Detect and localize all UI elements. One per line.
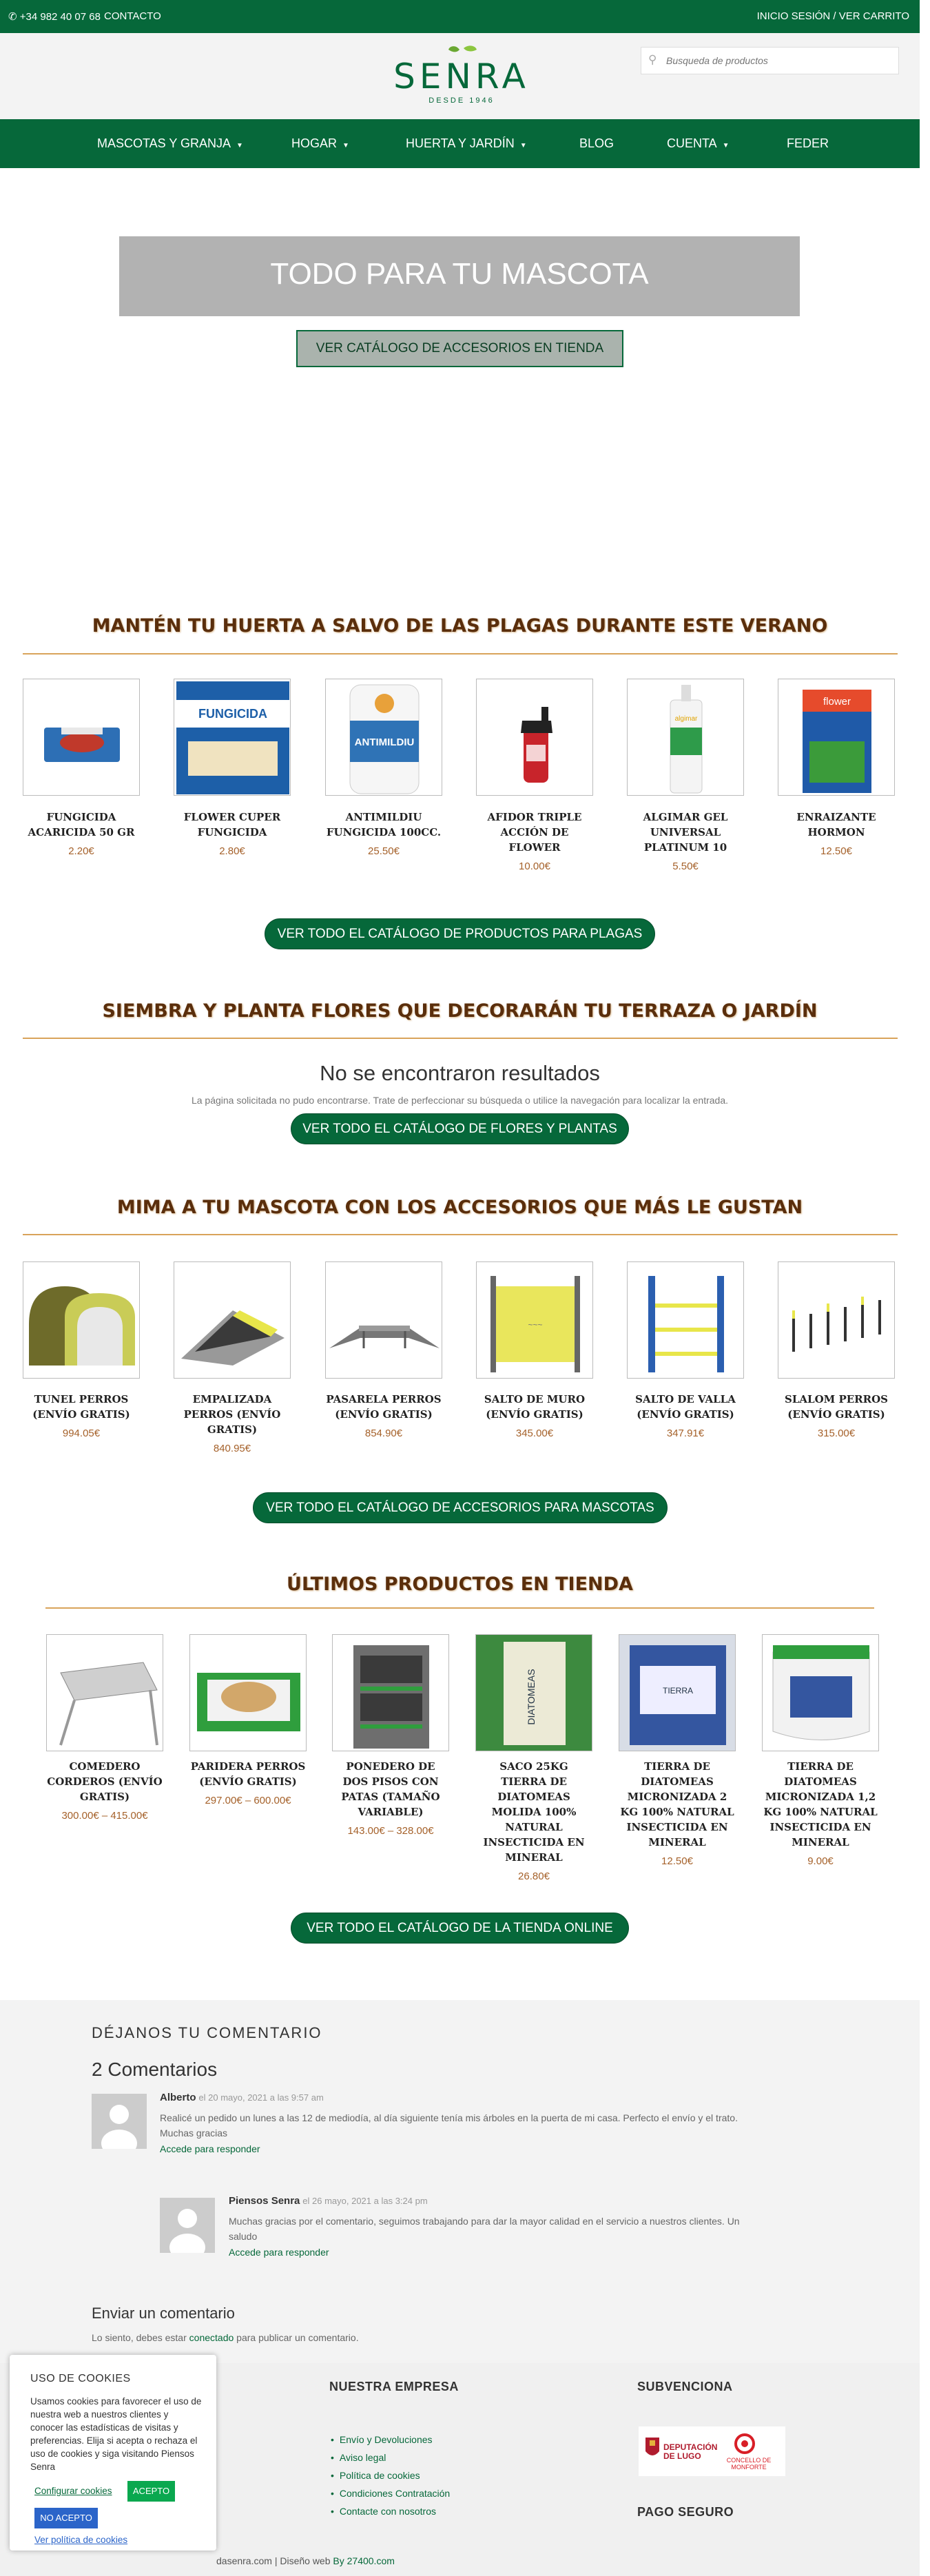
product-price: 345.00€ (515, 1428, 554, 1439)
product-price: 2.80€ (219, 845, 245, 857)
hero-banner (119, 236, 800, 316)
bullet: • (331, 2506, 334, 2517)
product-image[interactable] (189, 1634, 307, 1751)
product-image[interactable] (46, 1634, 163, 1751)
product-price: 297.00€ – 600.00€ (205, 1795, 291, 1806)
cookie-title: USO DE COOKIES (30, 2373, 131, 2384)
comment-date[interactable]: el 20 mayo, 2021 a las 9:57 am (198, 2092, 324, 2103)
product-name[interactable]: FUNGICIDA ACARICIDA 50 GR (28, 811, 135, 838)
comment-author: Alberto (160, 2092, 196, 2103)
product-price: 840.95€ (213, 1443, 251, 1454)
comments-heading: DÉJANOS TU COMENTARIO (92, 2024, 322, 2041)
login-cart-link[interactable]: INICIO SESIÓN / VER CARRITO (756, 10, 909, 22)
product-image[interactable] (174, 1261, 291, 1379)
product-name[interactable]: SALTO DE MURO (ENVÍO GRATIS) (484, 1393, 586, 1421)
login-notice-text: Lo siento, debes estar (92, 2332, 189, 2343)
search-icon: ⚲ (648, 53, 657, 66)
main-nav (0, 119, 920, 168)
caret-down-icon: ▼ (519, 142, 527, 150)
footer-link[interactable] (331, 2506, 436, 2517)
footer-link[interactable] (331, 2488, 450, 2499)
footer-link-label: Envío y Devoluciones (339, 2434, 433, 2445)
comment-2-header (229, 2195, 428, 2207)
product-price: 854.90€ (364, 1428, 403, 1439)
product-price: 12.50€ (661, 1855, 693, 1867)
product-name[interactable]: TIERRA DE DIATOMEAS MICRONIZADA 1,2 KG 100% NATURAL INSECTICIDA EN MINERAL (763, 1760, 878, 1848)
search-input[interactable] (666, 52, 893, 70)
product-price: 25.50€ (368, 845, 400, 857)
product-image[interactable] (627, 1261, 744, 1379)
section-divider (45, 1607, 874, 1609)
product-price: 300.00€ – 415.00€ (61, 1810, 148, 1822)
section-divider (23, 653, 898, 655)
plagas-catalog-button[interactable]: VER TODO EL CATÁLOGO DE PRODUCTOS PARA PLAGAS (265, 918, 655, 949)
bullet: • (331, 2470, 334, 2481)
product-name[interactable]: EMPALIZADA PERROS (ENVÍO GRATIS) (183, 1393, 281, 1436)
login-notice (92, 2332, 359, 2343)
product-image[interactable] (475, 1634, 592, 1751)
svg-text:ANTIMILDIU: ANTIMILDIU (354, 736, 415, 748)
product-price: 12.50€ (820, 845, 852, 857)
copyright (216, 2555, 395, 2566)
user-icon (160, 2198, 215, 2253)
ultimos-catalog-button[interactable]: VER TODO EL CATÁLOGO DE LA TIENDA ONLINE (291, 1913, 629, 1944)
product-image[interactable] (23, 679, 140, 796)
product-price: 347.91€ (666, 1428, 705, 1439)
product-image[interactable] (762, 1634, 879, 1751)
nav-cuenta[interactable] (667, 119, 730, 168)
svg-text:DIATOMEAS: DIATOMEAS (526, 1669, 537, 1725)
search-box[interactable] (641, 47, 899, 74)
nav-label: FEDER (787, 136, 829, 150)
section-divider (23, 1038, 898, 1039)
footer-empresa-title: NUESTRA EMPRESA (329, 2380, 459, 2393)
cookie-configure-link[interactable]: Configurar cookies (34, 2486, 112, 2496)
monforte-logo-text: CONCELLO DE MONFORTE (726, 2457, 772, 2471)
nav-hogar[interactable] (291, 119, 349, 168)
caret-down-icon: ▼ (236, 142, 243, 150)
product-name[interactable]: ENRAIZANTE HORMON (796, 811, 876, 838)
product-image[interactable] (627, 679, 744, 796)
copyright-text: dasenra.com | Diseño web (216, 2555, 333, 2566)
cookie-policy-link[interactable]: Ver política de cookies (34, 2535, 128, 2545)
contact-link[interactable]: CONTACTO (104, 10, 161, 22)
mascotas-title: MIMA A TU MASCOTA CON LOS ACCESORIOS QUE MÁS LE GUSTAN (116, 1197, 803, 1218)
nav-label: HOGAR (291, 136, 338, 150)
brand-tagline: DESDE 1946 (428, 96, 495, 105)
product-price: 143.00€ – 328.00€ (347, 1825, 434, 1837)
phone-link[interactable]: ✆ +34 982 40 07 68 (8, 11, 101, 23)
comment-author: Piensos Senra (229, 2195, 300, 2207)
svg-text:algimar: algimar (674, 715, 698, 723)
product-price: 26.80€ (518, 1871, 550, 1882)
product-image[interactable] (332, 1634, 449, 1751)
product-name[interactable]: SACO 25KG TIERRA DE DIATOMEAS MOLIDA 100% NATURAL INSECTICIDA EN MINERAL (483, 1760, 585, 1864)
send-comment-title: Enviar un comentario (92, 2305, 235, 2322)
comment-2-text: Muchas gracias por el comentario, seguimos trabajando para dar la mayor calidad en el servicio a nuestros clientes. Un saludo (229, 2216, 740, 2242)
no-results-title: No se encontraron resultados (320, 1061, 600, 1085)
product-name[interactable]: TIERRA DE DIATOMEAS MICRONIZADA 2 KG 100% NATURAL INSECTICIDA EN MINERAL (620, 1760, 734, 1848)
plagas-title: MANTÉN TU HUERTA A SALVO DE LAS PLAGAS DURANTE ESTE VERANO (92, 615, 828, 637)
svg-text:TIERRA: TIERRA (662, 1686, 694, 1696)
svg-text:flower: flower (823, 696, 851, 708)
product-name[interactable]: FLOWER CUPER FUNGICIDA (183, 811, 281, 838)
footer-link[interactable] (331, 2434, 433, 2445)
cookie-popup (10, 2355, 216, 2551)
avatar (92, 2094, 147, 2149)
footer-link[interactable] (331, 2470, 420, 2481)
comment-2-reply-link[interactable]: Accede para responder (229, 2247, 329, 2258)
top-bar (0, 0, 920, 33)
product-price: 994.05€ (62, 1428, 101, 1439)
nav-huerta[interactable] (406, 119, 527, 168)
user-icon (92, 2094, 147, 2149)
copyright-link[interactable]: By 27400.com (333, 2555, 395, 2566)
product-image[interactable] (619, 1634, 736, 1751)
product-image[interactable] (778, 679, 895, 796)
section-divider (23, 1234, 898, 1235)
footer-link[interactable] (331, 2452, 386, 2463)
header (0, 33, 920, 119)
product-image[interactable] (778, 1261, 895, 1379)
svg-text:FUNGICIDA: FUNGICIDA (198, 707, 267, 721)
bullet: • (331, 2488, 334, 2499)
comments-section (0, 2000, 920, 2363)
logo[interactable] (379, 43, 544, 105)
product-name[interactable]: SLALOM PERROS (ENVÍO GRATIS) (785, 1393, 888, 1421)
cookie-reject-button[interactable]: NO ACEPTO (34, 2508, 98, 2528)
footer-link-label: Contacte con nosotros (339, 2506, 436, 2517)
footer-link-label: Condiciones Contratación (339, 2488, 451, 2499)
product-image[interactable] (325, 679, 442, 796)
nav-feder[interactable] (787, 119, 829, 168)
comment-1-reply-link[interactable]: Accede para responder (160, 2143, 260, 2154)
product-name[interactable]: PARIDERA PERROS (ENVÍO GRATIS) (190, 1760, 306, 1788)
deputacion-logo-text: DEPUTACIÓN DE LUGO (663, 2442, 718, 2461)
hero-button[interactable]: VER CATÁLOGO DE ACCESORIOS EN TIENDA (296, 330, 623, 367)
no-results-message: La página solicitada no pudo encontrarse. Trate de perfeccionar su búsqueda o utilice la navegación para localizar la entrada. (191, 1095, 729, 1106)
brand-name: SENRA (393, 56, 530, 96)
product-image[interactable] (325, 1261, 442, 1379)
hero-title: TODO PARA TU MASCOTA (270, 257, 649, 291)
footer-pago-title: PAGO SEGURO (637, 2505, 734, 2519)
flores-catalog-button[interactable]: VER TODO EL CATÁLOGO DE FLORES Y PLANTAS (291, 1113, 629, 1144)
product-image[interactable] (174, 679, 291, 796)
nav-label: MASCOTAS Y GRANJA (97, 136, 231, 150)
coat-of-arms-icon (644, 2436, 661, 2460)
product-name[interactable]: COMEDERO CORDEROS (ENVÍO GRATIS) (47, 1760, 163, 1803)
product-price: 5.50€ (672, 861, 699, 872)
svg-text:~~~: ~~~ (528, 1320, 543, 1330)
product-name[interactable]: SALTO DE VALLA (ENVÍO GRATIS) (635, 1393, 736, 1421)
product-image[interactable] (476, 679, 593, 796)
cookie-accept-button[interactable]: ACEPTO (127, 2481, 175, 2502)
product-name[interactable]: AFIDOR TRIPLE ACCIÓN DE FLOWER (487, 811, 582, 854)
nav-mascotas[interactable] (97, 119, 243, 168)
comment-1-text: Realicé un pedido un lunes a las 12 de mediodía, al día siguiente tenía mis árboles en la puerta de mi casa. Perfecto el envío y el trato. Muchas gracias (160, 2112, 738, 2139)
product-name[interactable]: ALGIMAR GEL UNIVERSAL PLATINUM 10 (643, 811, 728, 854)
nav-label: HUERTA Y JARDÍN (406, 136, 515, 150)
nav-label: CUENTA (667, 136, 717, 150)
comment-1-header (160, 2092, 324, 2103)
footer-link-label: Aviso legal (339, 2452, 386, 2463)
caret-down-icon: ▼ (722, 142, 730, 150)
product-name[interactable]: TUNEL PERROS (ENVÍO GRATIS) (32, 1393, 130, 1421)
product-price: 315.00€ (817, 1428, 856, 1439)
bullet: • (331, 2452, 334, 2463)
login-notice-text: para publicar un comentario. (234, 2332, 359, 2343)
footer-link-label: Política de cookies (339, 2470, 420, 2481)
comment-date[interactable]: el 26 mayo, 2021 a las 3:24 pm (302, 2196, 428, 2206)
product-name[interactable]: PASARELA PERROS (ENVÍO GRATIS) (326, 1393, 442, 1421)
product-name[interactable]: ANTIMILDIU FUNGICIDA 100CC. (326, 811, 442, 838)
product-image[interactable] (476, 1261, 593, 1379)
cookie-text: Usamos cookies para favorecer el uso de nuestra web a nuestros clientes y conocer las estadísticas de visitas y preferencias. Elija si acepta o rechaza el uso de cookies y siga visitando Piensos Senra (30, 2396, 202, 2472)
ultimos-title: ÚLTIMOS PRODUCTOS EN TIENDA (287, 1574, 633, 1595)
footer-subvenciona-title: SUBVENCIONA (637, 2380, 733, 2393)
comments-count: 2 Comentarios (92, 2059, 218, 2080)
monforte-logo-icon (730, 2433, 760, 2454)
product-price: 2.20€ (68, 845, 94, 857)
product-name[interactable]: PONEDERO DE DOS PISOS CON PATAS (TAMAÑO VARIABLE) (341, 1760, 440, 1818)
product-price: 10.00€ (519, 861, 550, 872)
avatar (160, 2198, 215, 2253)
flores-title: SIEMBRA Y PLANTA FLORES QUE DECORARÁN TU TERRAZA O JARDÍN (102, 1000, 818, 1022)
nav-label: BLOG (579, 136, 614, 150)
mascotas-catalog-button[interactable]: VER TODO EL CATÁLOGO DE ACCESORIOS PARA MASCOTAS (253, 1492, 668, 1523)
subvenciona-logos (639, 2426, 785, 2476)
bullet: • (331, 2434, 334, 2445)
nav-blog[interactable] (579, 119, 614, 168)
caret-down-icon: ▼ (342, 142, 349, 150)
login-link[interactable]: conectado (189, 2332, 234, 2343)
product-image[interactable] (23, 1261, 140, 1379)
product-price: 9.00€ (807, 1855, 834, 1867)
